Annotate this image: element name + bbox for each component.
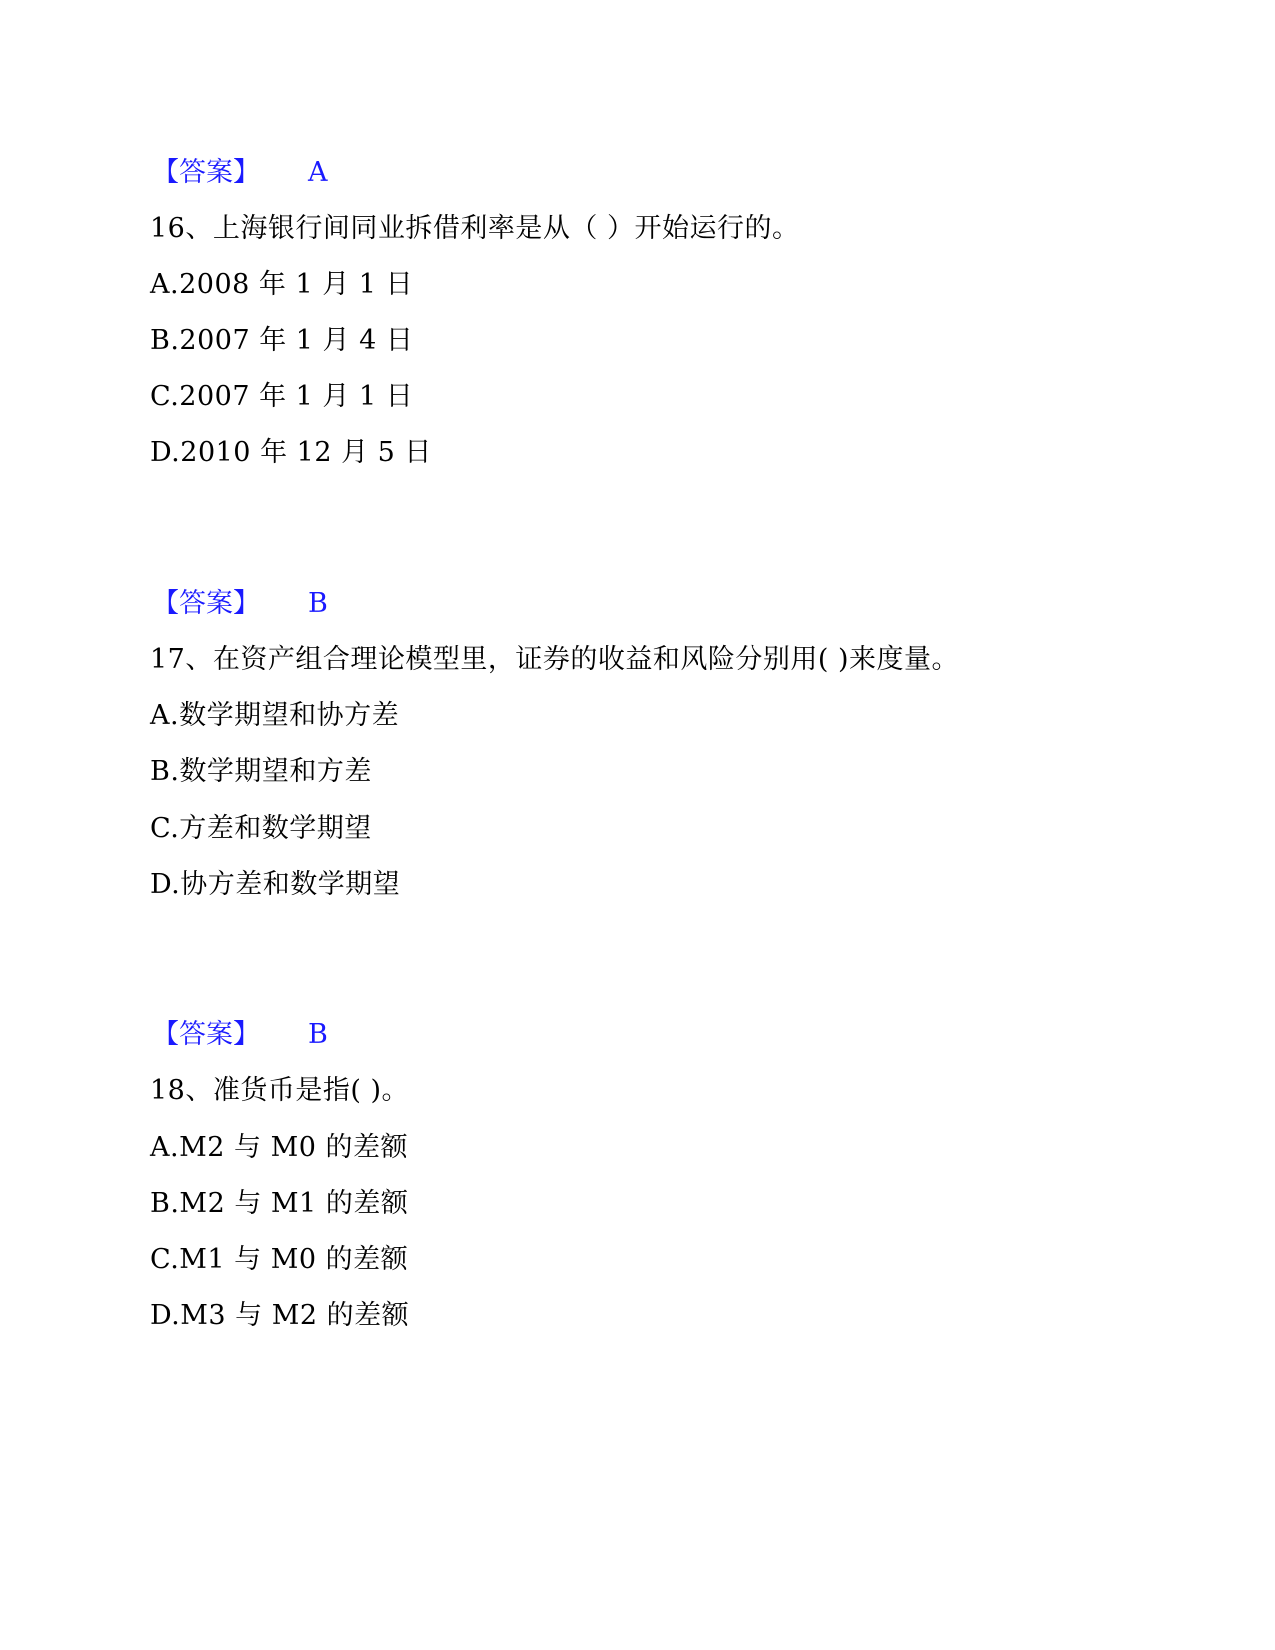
option-16-b: B.2007 年 1 月 4 日 xyxy=(150,325,414,356)
question-18: 18、准货币是指( )。 xyxy=(150,1075,410,1106)
answer-value: A xyxy=(308,157,328,188)
option-17-d: D.协方差和数学期望 xyxy=(150,869,401,900)
option-18-b: B.M2 与 M1 的差额 xyxy=(150,1188,409,1219)
option-18-a: A.M2 与 M0 的差额 xyxy=(150,1132,408,1163)
question-16: 16、上海银行间同业拆借利率是从（ ）开始运行的。 xyxy=(150,213,800,244)
option-17-c: C.方差和数学期望 xyxy=(150,813,372,844)
answer-label: 【答案】 xyxy=(152,588,260,619)
answer-value: B xyxy=(308,1019,328,1050)
option-18-c: C.M1 与 M0 的差额 xyxy=(150,1244,409,1275)
question-17: 17、在资产组合理论模型里，证券的收益和风险分别用( )来度量。 xyxy=(150,644,960,675)
answer-line-2 xyxy=(152,581,328,620)
answer-label: 【答案】 xyxy=(152,157,260,188)
answer-line-1 xyxy=(152,150,328,189)
option-16-d: D.2010 年 12 月 5 日 xyxy=(150,437,432,468)
option-16-c: C.2007 年 1 月 1 日 xyxy=(150,381,414,412)
option-16-a: A.2008 年 1 月 1 日 xyxy=(150,269,414,300)
option-17-b: B.数学期望和方差 xyxy=(150,756,372,787)
answer-label: 【答案】 xyxy=(152,1019,260,1050)
answer-value: B xyxy=(308,588,328,619)
answer-line-3 xyxy=(152,1012,328,1051)
option-18-d: D.M3 与 M2 的差额 xyxy=(150,1300,410,1331)
option-17-a: A.数学期望和协方差 xyxy=(150,700,400,731)
